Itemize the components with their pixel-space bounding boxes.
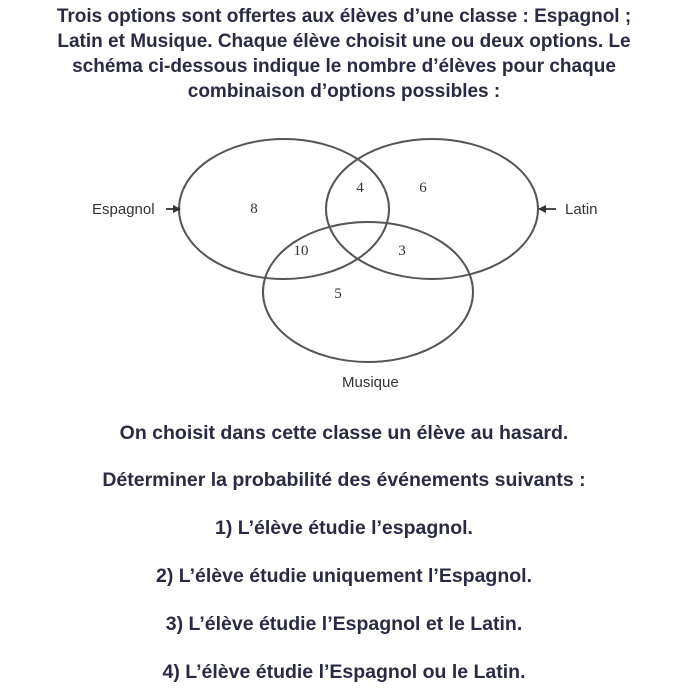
intro-line-4: combinaison d’options possibles : xyxy=(187,81,501,102)
question-3: 3) L’élève étudie l’Espagnol et le Latin. xyxy=(165,613,523,635)
intro-line-3: schéma ci-dessous indique le nombre d’élèves pour chaque xyxy=(72,56,616,77)
question-4: 4) L’élève étudie l’Espagnol ou le Latin. xyxy=(162,661,526,683)
venn-diagram xyxy=(0,130,688,400)
musique-only-count: 5 xyxy=(334,286,342,302)
instruction-statement: Déterminer la probabilité des événements suivants : xyxy=(102,469,586,491)
choose-statement: On choisit dans cette classe un élève au hasard. xyxy=(119,422,569,444)
intro-line-1: Trois options sont offertes aux élèves d’une classe : Espagnol ; xyxy=(56,6,632,27)
latin-musique-count: 3 xyxy=(398,243,406,259)
question-1: 1) L’élève étudie l’espagnol. xyxy=(215,517,473,539)
espagnol-musique-count: 10 xyxy=(293,243,309,259)
espagnol-latin-count: 4 xyxy=(356,180,364,196)
musique-label: Musique xyxy=(342,374,399,391)
espagnol-only-count: 8 xyxy=(250,201,258,217)
question-2: 2) L’élève étudie uniquement l’Espagnol. xyxy=(156,565,532,587)
intro-text xyxy=(0,4,688,104)
intro-line-2: Latin et Musique. Chaque élève choisit une ou deux options. Le xyxy=(57,31,631,52)
espagnol-label: Espagnol xyxy=(92,201,155,218)
latin-only-count: 6 xyxy=(419,180,427,196)
latin-label: Latin xyxy=(565,201,598,218)
latin-circle xyxy=(326,139,538,279)
